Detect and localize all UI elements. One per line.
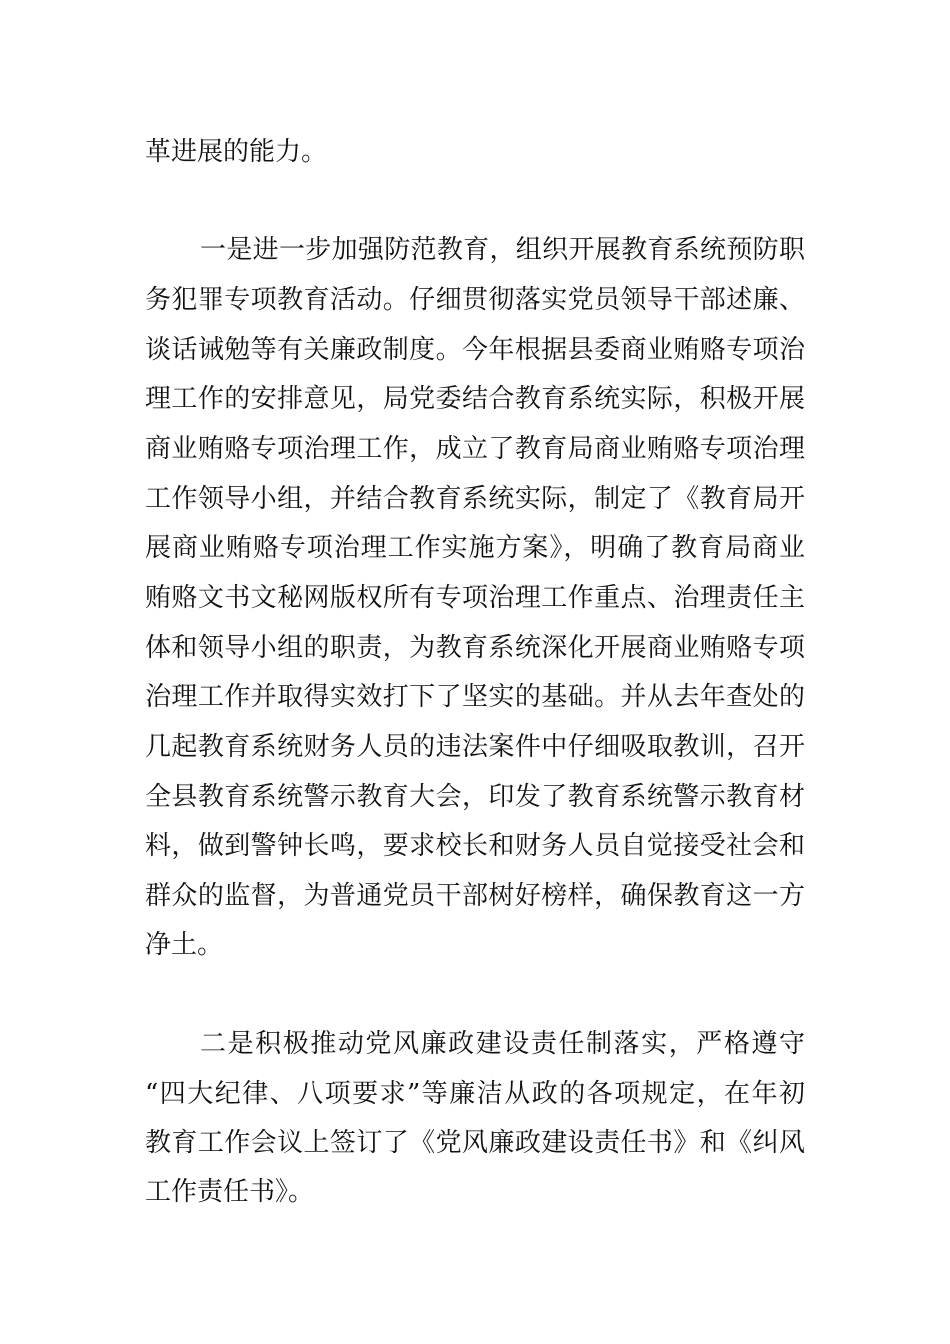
paragraph-0-line-0: 革进展的能力。 (145, 137, 328, 167)
paragraph-2-line-3: 工作责任书》。 (145, 1177, 315, 1207)
paragraph-1-line-12: 料，做到警钟长鸣，要求校长和财务人员自觉接受社会和 (145, 831, 805, 861)
paragraph-1-line-10: 几起教育系统财务人员的违法案件中仔细吸取教训，召开 (145, 732, 805, 762)
paragraph-1-line-7: 贿赂文书文秘网版权所有专项治理工作重点、治理责任主 (145, 583, 805, 613)
paragraph-2-line-0: 二是积极推动党风廉政建设责任制落实，严格遵守 (200, 1029, 805, 1059)
paragraph-1-line-14: 净土。 (145, 930, 224, 960)
paragraph-1-line-8: 体和领导小组的职责，为教育系统深化开展商业贿赂专项 (145, 633, 805, 663)
paragraph-1-line-6: 展商业贿赂专项治理工作实施方案》，明确了教育局商业 (145, 533, 805, 563)
paragraph-1-line-4: 商业贿赂专项治理工作，成立了教育局商业贿赂专项治理 (145, 434, 805, 464)
paragraph-2-line-1: “四大纪律、八项要求”等廉洁从政的各项规定，在年初 (145, 1079, 805, 1109)
paragraph-1-line-3: 理工作的安排意见，局党委结合教育系统实际，积极开展 (145, 384, 805, 414)
paragraph-1-line-5: 工作领导小组，并结合教育系统实际，制定了《教育局开 (145, 484, 805, 514)
paragraph-2-line-2: 教育工作会议上签订了《党风廉政建设责任书》和《纠风 (145, 1128, 805, 1158)
paragraph-1-line-9: 治理工作并取得实效打下了坚实的基础。并从去年查处的 (145, 682, 805, 712)
paragraph-1-line-0: 一是进一步加强防范教育，组织开展教育系统预防职 (200, 235, 805, 265)
paragraph-1-line-13: 群众的监督，为普通党员干部树好榜样，确保教育这一方 (145, 881, 805, 911)
paragraph-1-line-2: 谈话诫勉等有关廉政制度。今年根据县委商业贿赂专项治 (145, 335, 805, 365)
paragraph-1-line-1: 务犯罪专项教育活动。仔细贯彻落实党员领导干部述廉、 (145, 285, 805, 315)
paragraph-1-line-11: 全县教育系统警示教育大会，印发了教育系统警示教育材 (145, 782, 805, 812)
